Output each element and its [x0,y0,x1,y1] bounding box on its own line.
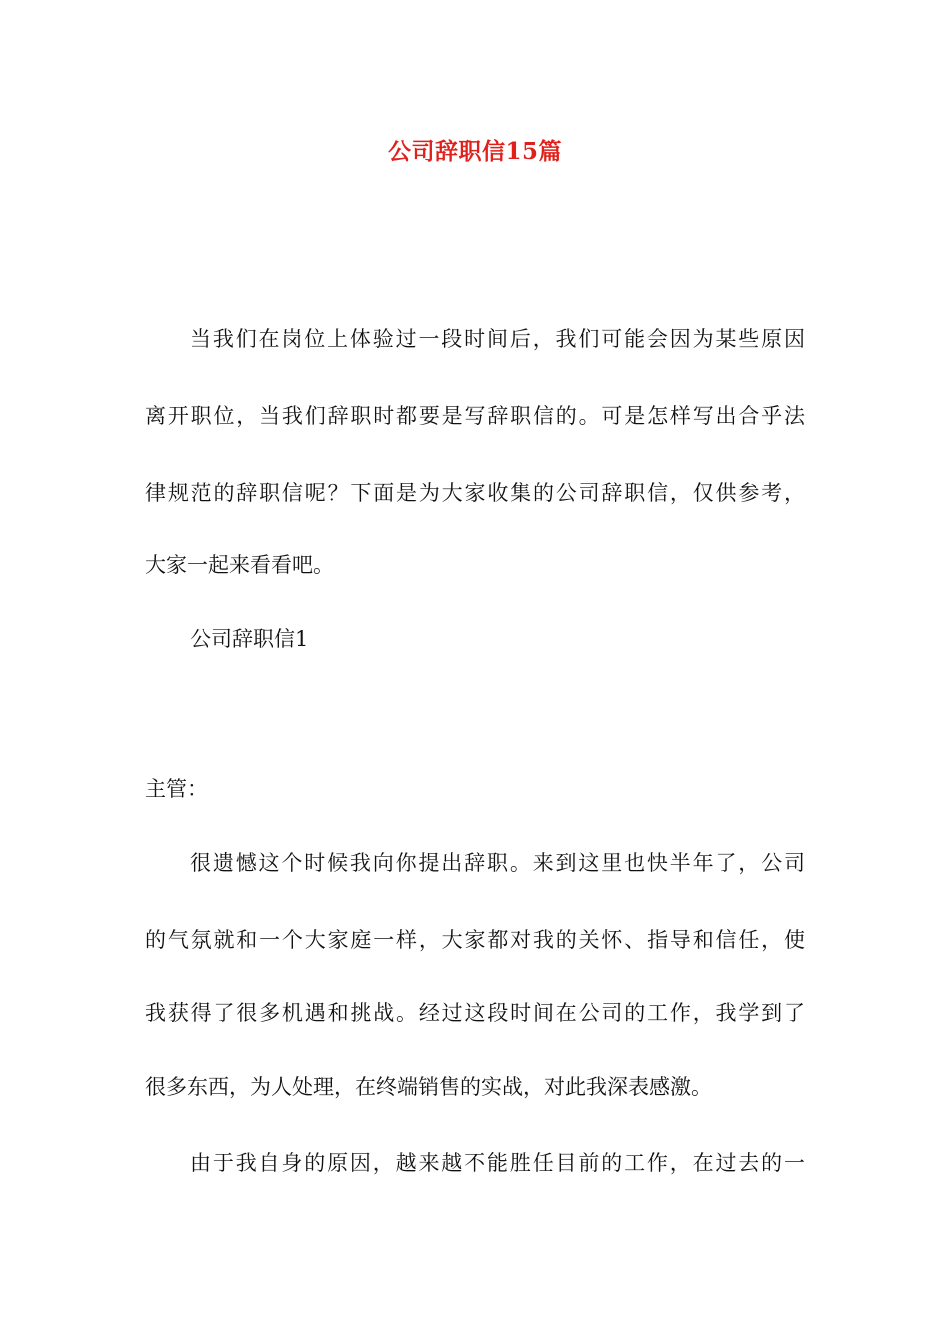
intro-line-1: 当我们在岗位上体验过一段时间后，我们可能会因为某些原因 [190,327,805,351]
para1-line-1: 很遗憾这个时候我向你提出辞职。来到这里也快半年了，公司 [190,851,805,875]
intro-line-2: 离开职位，当我们辞职时都要是写辞职信的。可是怎样写出合乎法 [145,404,805,428]
salutation: 主管： [145,777,208,801]
intro-line-4: 大家一起来看看吧。 [145,553,334,577]
para2-line-1: 由于我自身的原因，越来越不能胜任目前的工作，在过去的一 [190,1151,805,1175]
intro-line-3: 律规范的辞职信呢？下面是为大家收集的公司辞职信，仅供参考， [145,481,805,505]
section-heading: 公司辞职信1 [190,627,309,651]
document-title: 公司辞职信15篇 [387,138,562,165]
para1-line-3: 我获得了很多机遇和挑战。经过这段时间在公司的工作，我学到了 [145,1001,805,1025]
para1-line-2: 的气氛就和一个大家庭一样，大家都对我的关怀、指导和信任，使 [145,928,805,952]
para1-line-4: 很多东西，为人处理，在终端销售的实战，对此我深表感激。 [145,1075,712,1099]
